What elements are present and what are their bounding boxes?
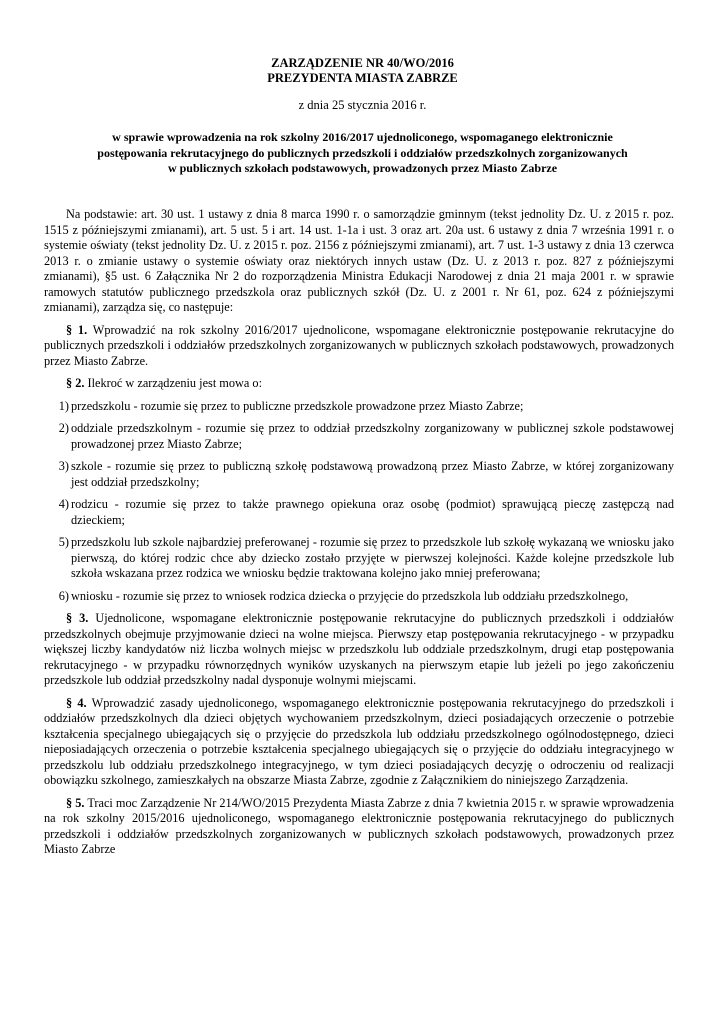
document-date: z dnia 25 stycznia 2016 r. [298,98,427,112]
subject-line-1: w sprawie wprowadzenia na rok szkolny 2016/2017 ujednoliconego, wspomaganego elektronicznie [112,130,613,144]
list-item-number: 3) [58,459,69,473]
section-3-text: Ujednolicone, wspomagane elektronicznie postępowanie rekrutacyjne do publicznych przedszkoli i oddziałów przedszkolnych obejmuje przyjmowanie dzieci na wolne miejsca. Pierwszy etap postępowania rekrutacyjnego - w przypadku większej liczby kandydatów niż liczba wolnych miejsc w przedszkolu lub oddziale przedszkolnym, drugi etap postępowania rekrutacyjnego - w przypadku równorzędnych wyników uzyskanych na pierwszym etapie lub jeżeli po jego zakończeniu przedszkole lub oddział przedszkolny nadal dysponuje wolnymi miejscami. [44,611,675,687]
subject-line-2: postępowania rekrutacyjnego do publicznych przedszkoli i oddziałów przedszkolnych zorganizowanych [97,145,628,160]
section-1 [44,323,674,370]
section-1-number: § 1. [66,322,88,337]
issuing-authority: PREZYDENTA MIASTA ZABRZE [267,71,458,85]
list-item-number: 6) [58,588,69,603]
list-item [44,421,674,452]
section-3-number: § 3. [66,611,89,625]
section-4-text: Wprowadzić zasady ujednoliconego, wspomaganego elektronicznie postępowania rekrutacyjnego do przedszkoli i oddziałów przedszkolnych dla dzieci objętych wychowaniem przedszkolnym, dzieci posiadających orzeczenie o potrzebie kształcenia specjalnego ubiegających się o przyjęcie do przedszkola lub oddziału przedszkolnego ogólnodostępnego, dzieci nieposiadających orzeczenia o potrzebie kształcenia specjalnego ubiegających się o przyjęcie do oddziału integracyjnego w przedszkolu lub oddziału przedszkolnego integracyjnego, w tym dzieci posiadających decyzję o odroczeniu od realizacji obowiązku szkolnego, zamieszkałych na obszarze Miasta Zabrze, zgodnie z Załącznikiem do niniejszego Zarządzenia. [44,695,674,787]
document-subject [60,130,665,177]
list-item-number: 4) [58,497,69,511]
ordinance-number: ZARZĄDZENIE NR 40/WO/2016 [271,56,454,70]
list-item [44,459,674,490]
section-2 [44,376,674,392]
section-2-text: Ilekroć w zarządzeniu jest mowa o: [87,376,262,390]
list-item-number: 5) [58,535,69,549]
preamble: Na podstawie: art. 30 ust. 1 ustawy z dnia 8 marca 1990 r. o samorządzie gminnym (tekst jednolity Dz. U. z 2015 r. poz. 1515 z późniejszymi zmianami), art. 5 ust. 5 i art. 14 ust. 1-1a i ust. 3 oraz art. 20a ust. 6 ustawy z dnia 7 września 1991 r. o systemie oświaty (tekst jednolity Dz. U. z 2015 r. poz. 2156 z późniejszymi zmianami), art. 7 ust. 1-3 ustawy z dnia 13 czerwca 2013 r. o zmianie ustawy o systemie oświaty oraz niektórych innych ustaw (Dz. U. z 2013 r. poz. 827 z późniejszymi zmianami), §5 ust. 6 Załącznika Nr 2 do rozporządzenia Ministra Edukacji Narodowej z dnia 21 maja 2001 r. w sprawie ramowych statutów publicznego przedszkola oraz publicznych szkół (Dz. U. z 2001 r. Nr 61, poz. 624 z późniejszymi zmianami), zarządza się, co następuje: [44,207,674,314]
subject-line-3: w publicznych szkołach podstawowych, prowadzonych przez Miasto Zabrze [167,161,558,175]
section-5 [44,796,674,858]
section-2-number: § 2. [66,376,85,390]
section-5-text: Traci moc Zarządzenie Nr 214/WO/2015 Prezydenta Miasta Zabrze z dnia 7 kwietnia 2015 r. w sprawie wprowadzenia na rok szkolny 2015/2016 ujednoliconego, wspomaganego elektronicznie postępowania rekrutacyjnego do publicznych przedszkoli i oddziałów przedszkolnych zorganizowanych w publicznych szkołach podstawowych, prowadzonych przez Miasto Zabrze [44,795,675,856]
list-item-text: oddziale przedszkolnym - rozumie się przez to oddział przedszkolny zorganizowany w publicznej szkole podstawowej prowadzonej przez Miasto Zabrze; [71,421,674,451]
section-3 [44,611,674,689]
list-item-text: wniosku - rozumie się przez to wniosek rodzica dziecka o przyjęcie do przedszkola lub oddziału przedszkolnego, [71,588,629,603]
list-item-text: przedszkolu - rozumie się przez to publiczne przedszkole prowadzone przez Miasto Zabrze; [71,398,524,413]
list-item [44,399,674,415]
list-item [44,497,674,528]
section-4 [44,696,674,789]
definitions-list [44,399,674,605]
list-item [44,535,674,582]
list-item-text: przedszkolu lub szkole najbardziej preferowanej - rozumie się przez to przedszkole lub szkołę wykazaną we wniosku jako pierwszą, do której rodzic chce aby dziecko zostało przyjęte w pierwszej kolejności. Każde kolejne przedszkole lub szkoła wskazana przez rodzica we wniosku będzie traktowana kolejno jako mniej preferowana; [71,535,674,580]
list-item-text: rodzicu - rozumie się przez to także prawnego opiekuna oraz osobę (podmiot) sprawującą pieczę zastępczą nad dzieckiem; [71,497,674,527]
list-item-number: 2) [58,421,69,435]
section-4-number: § 4. [66,695,87,710]
section-1-text: Wprowadzić na rok szkolny 2016/2017 ujednolicone, wspomagane elektronicznie postępowanie rekrutacyjne do publicznych przedszkoli i oddziałów przedszkolnych zorganizowanych w publicznych szkołach podstawowych, prowadzonych przez Miasto Zabrze. [44,322,674,368]
list-item-number: 1) [58,398,69,413]
list-item [44,589,674,605]
list-item-text: szkole - rozumie się przez to publiczną szkołę podstawową prowadzoną przez Miasto Zabrze, w której zorganizowany jest oddział przedszkolny; [71,459,674,489]
document-body [44,207,674,865]
section-5-number: § 5. [66,795,85,810]
